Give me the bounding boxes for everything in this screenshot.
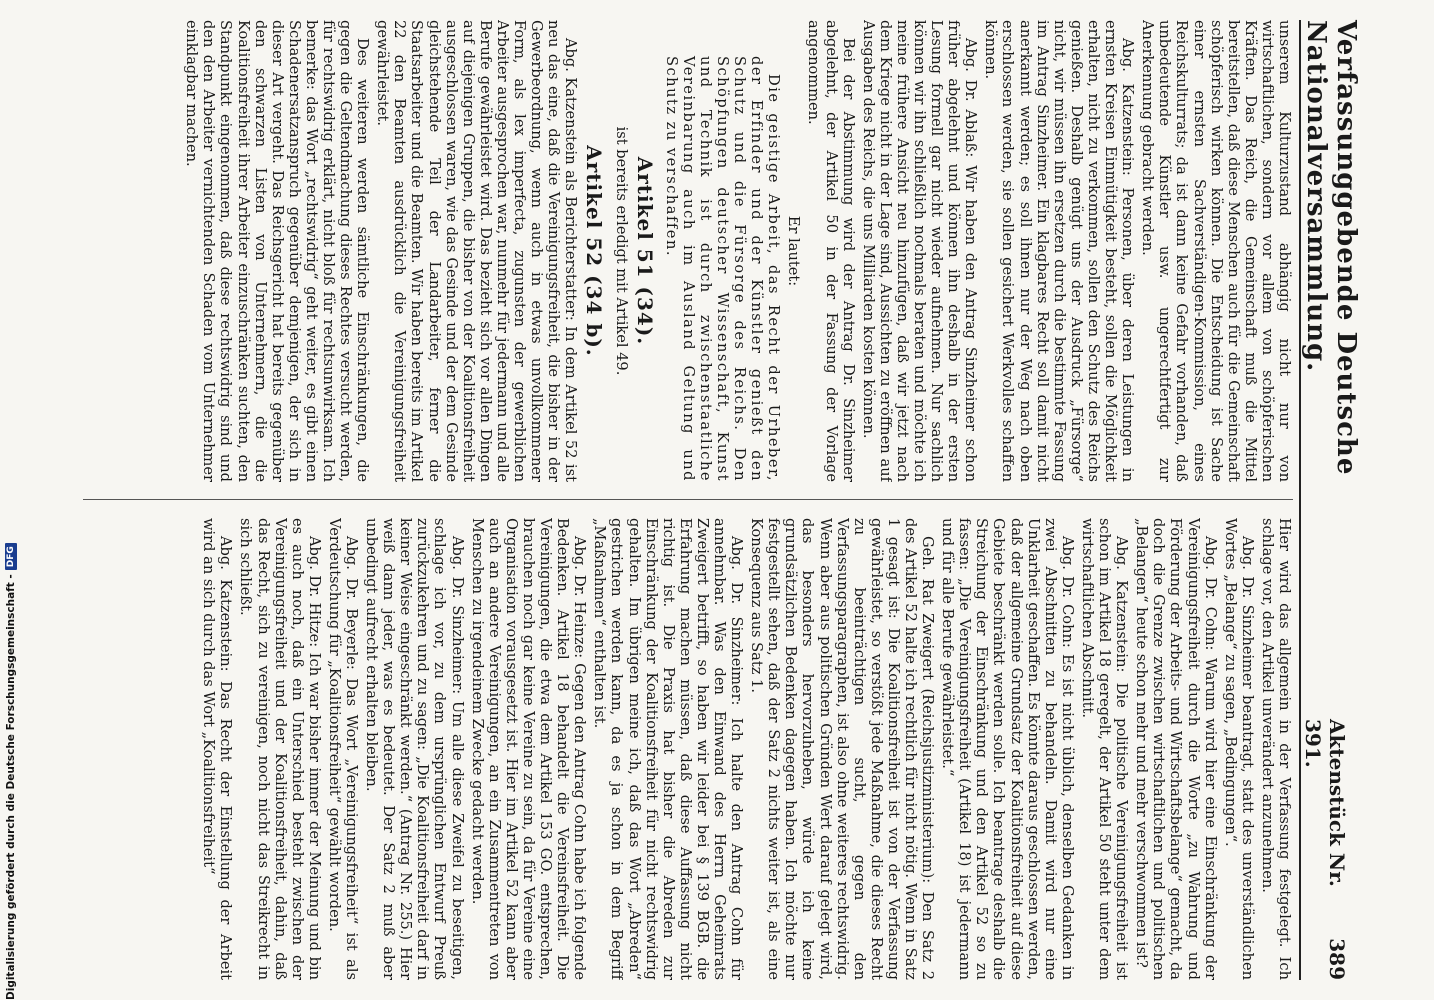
header-document-number: Aktenstück Nr. 391. bbox=[1301, 719, 1349, 887]
footer-text: Digitalisierung gefördert durch die Deutsche Forschungsgemeinschaft - bbox=[5, 574, 17, 1000]
digitization-footer bbox=[4, 0, 18, 1000]
page-header bbox=[1299, 20, 1361, 980]
paragraph: Hier wird das allgemein in der Verfassung festgelegt. Ich schlage vor, den Artikel unverändert anzunehmen. bbox=[1258, 518, 1293, 980]
article-quote: Die geistige Arbeit, das Recht der Urheber, der Erfinder und der Künstler genießt den Schutz und die Fürsorge des Reichs. Den Schöpfungen deutscher Wissenschaft, Kunst und Technik ist durch zwischenstaatliche Vereinbarung auch im Ausland Geltung und Schutz zu verschaffen. bbox=[662, 56, 783, 482]
paragraph: Er lautet: bbox=[785, 215, 803, 287]
paragraph: Abg. Katzenstein: Das Recht der Einstellung der Arbeit wird an sich durch das Wort „Koalitionsfreiheit“ bbox=[200, 518, 235, 980]
paragraph: Abg. Katzenstein: Personen, über deren Leistungen in ernsten Kreisen Einmütigkeit besteht, sollen die Möglichkeit erhalten, nicht zu verkommen, sollen den Schutz des Reichs genießen. Deshalb genügt uns der Ausdruck „Fürsorge“ nicht, wir müssen ihn ersetzen durch die bestimmte Fassung im Antrag Sinzheimer. Ein klagbares Recht soll damit nicht anerkannt werden; es soll ihnen nur der Weg nach oben erschlossen werden, sie sollen gesichert Werkvolles schaffen können. bbox=[982, 20, 1137, 482]
text-columns bbox=[83, 20, 1293, 980]
paragraph: Abg. Dr. Cohn: Es ist nicht üblich, denselben Gedanken in zwei Abschnitten zu behandeln. Damit wird nur eine Unklarheit geschaffen. Es könnte daraus geschlossen werden, daß der allgemeine Grundsatz der Koalitionsfreiheit auf diese Gebiete beschränkt werden solle. Ich beantrage deshalb die Streichung der Einschränkung und den Artikel 52 so zu fassen: „Die Vereinigungsfreiheit (Artikel 18) ist jedermann und für alle Berufe gewährleistet.“ bbox=[939, 518, 1076, 980]
paragraph: Abg. Dr. Sinzheimer beantragt, statt des unverständlichen Wortes „Belange“ zu sagen, „Bedingungen“. bbox=[1221, 518, 1256, 980]
paragraph: Geh. Rat Zweigert (Reichsjustizministerium): Den Satz 2 des Artikel 52 halte ich rechtlich für nicht nötig. Wenn in Satz 1 gesagt ist: Die Koalitionsfreiheit ist von der Verfassung gewährleistet, so verstößt jede Maßnahme, die dieses Recht zu beeinträchtigen sucht, gegen den Verfassungsparagraphen, ist also ohne weiteres rechtswidrig. Wenn aber aus politischen Gründen Wert darauf gelegt wird, das besonders hervorzuheben, würde ich keine grundsätzlichen Bedenken dagegen haben. Ich möchte nur festgestellt sehen, daß der Satz 2 nichts weiter ist, als eine Konsequenz aus Satz 1. bbox=[748, 518, 937, 980]
paragraph: Abg. Dr. Sinzheimer: Ich halte den Antrag Cohn für annehmbar. Was den Einwand des Herrn Geheimrats Zweigert betrifft, so haben wir leider bei § 139 BGB. die Erfahrung machen müssen, daß diese Auffassung nicht richtig ist. Die Praxis hat bisher die Abreden zur Einschränkung der Koalitionsfreiheit für nicht rechtswidrig gehalten. Im übrigen meine ich, daß das Wort „Abreden“ gestrichen werden kann, da es ja schon in dem Begriff „Maßnahmen“ enthalten ist. bbox=[591, 518, 746, 980]
article-52-heading: Artikel 52 (34 b). bbox=[582, 145, 607, 357]
right-column bbox=[83, 518, 1293, 980]
paragraph: Abg. Dr. Beyerle: Das Wort „Vereinigungsfreiheit“ ist als Verdeutschung für „Koalitionsfreiheit“ gewählt worden. bbox=[325, 518, 361, 980]
header-meta bbox=[1301, 719, 1349, 980]
paragraph: Abg. Katzenstein als Berichterstatter: In dem Artikel 52 ist neu das eine, daß die Vereinigungsfreiheit, die bisher in der Gewerbeordnung, wenn auch in etwas unvollkommener Form, als lex imperfecta, zugunsten der gewerblichen Arbeiter ausgesprochen war, nunmehr für jedermann und alle Berufe gewährleistet wird. Das bezieht sich vor allen Dingen auf diejenigen Gruppen, die bisher von der Koalitionsfreiheit ausgeschlossen waren, wie das Gesinde und der dem Gesinde gleichstehende Teil der Landarbeiter, ferner die Staatsarbeiter und die Beamten. Wir haben bereits im Artikel 22 den Beamten ausdrücklich die Vereinigungsfreiheit gewährleistet. bbox=[374, 20, 580, 482]
paragraph: unserem Kulturzustand abhängig nicht nur von wirtschaftlichen, sondern vor allem von schöpferischen Kräften. Das Reich, die Gemeinschaft muß die Mittel bereitstellen, daß diese Menschen auch für die Gemeinschaft schöpferisch wirken können. Die Entscheidung ist Sache einer ernsten Sachverständigen-Kommission, eines Reichskulturrats; da ist dann keine Gefahr vorhanden, daß unbedeutende Künstler usw. ungerechtfertigt zur Anerkennung gebracht werden. bbox=[1139, 20, 1293, 482]
paragraph: Bei der Abstimmung wird der Antrag Dr. Sinzheimer abgelehnt, der Artikel 50 in der Fassung der Vorlage angenommen. bbox=[805, 20, 857, 482]
paragraph: Abg. Dr. Heinze: Gegen den Antrag Cohn habe ich folgende Bedenken. Artikel 18 behandelt die Vereinsfreiheit. Die Vereinigungen, die etwa dem Artikel 153 GO. entsprechen, brauchen noch gar keine Vereine zu sein, da für Vereine eine Organisation vorausgesetzt ist. Hier im Artikel 52 kann aber auch an andere Vereinigungen, an ein Zusammentreten von Menschen zu irgendeinem Zwecke gedacht werden. bbox=[468, 518, 589, 980]
header-title: Verfassunggebende Deutsche Nationalversammlung. bbox=[1301, 20, 1361, 476]
page-number: 389 bbox=[1325, 938, 1349, 980]
column-divider bbox=[83, 499, 1293, 500]
dfg-logo: DFG bbox=[5, 543, 17, 570]
article-51-heading: Artikel 51 (34). bbox=[632, 156, 657, 346]
paragraph: Abg. Dr. Ablaß: Wir haben den Antrag Sinzheimer schon früher abgelehnt und können ihn deshalb in der ersten Lesung formell gar nicht wieder aufnehmen. Nur sachlich können wir ihn schließlich nochmals beraten und möchte ich meine frühere Ansicht neu hinzufügen, daß wir jetzt nach dem Kriege nicht in der Lage sind, Aussichten zu eröffnen auf Ausgaben des Reichs, die uns Milliarden kosten können. bbox=[859, 20, 980, 482]
paragraph: Abg. Katzenstein: Die politische Vereinigungsfreiheit ist schon im Artikel 18 geregelt, der Artikel 50 steht unter dem wirtschaftlichen Abschnitt. bbox=[1078, 518, 1131, 980]
left-column bbox=[83, 20, 1293, 482]
paragraph: Abg. Dr. Sinzheimer: Um alle diese Zweifel zu beseitigen, schlage ich vor, zu dem ursprünglichen Entwurf Preuß zurückzukehren und zu sagen: „Die Koalitionsfreiheit darf in keiner Weise eingeschränkt werden.“ (Antrag Nr. 255.) Hier weiß dann jeder, was es bedeutet. Der Satz 2 muß aber unbedingt aufrecht erhalten bleiben. bbox=[363, 518, 466, 980]
document-page bbox=[75, 20, 1361, 980]
article-51-text: ist bereits erledigt mit Artikel 49. bbox=[612, 126, 630, 376]
paragraph: Abg. Dr. Cohn: Warum wird hier eine Einschränkung der Vereinigungsfreiheit durch die Worte „zu Wahrung und Förderung der Arbeits- und Wirtschaftsbelange“ gemacht, da doch die Grenze zwischen wirtschaftlichen und politischen „Belangen“ heute schon mehr und mehr verschwommen ist? bbox=[1133, 518, 1219, 980]
paragraph: Des weiteren werden sämtliche Einschränkungen, die gegen die Geltendmachung dieses Rechtes versucht werden, für rechtswidrig erklärt, nicht bloß für rechtsunwirksam. Ich bemerke: das Wort „rechtswidrig“ geht weiter, es gibt einen Schadenersatzanspruch gegenüber demjenigen, der sich in dieser Art vergeht. Das Reichsgericht hat bereits gegenüber den schwarzen Listen von Unternehmern, die die Koalitionsfreiheit ihrer Arbeiter einzuschränken suchten, den Standpunkt eingenommen, daß diese rechtswidrig sind und den den Arbeiter vernichtenden Schaden vom Unternehmer einklagbar machen. bbox=[183, 20, 372, 482]
paragraph: Abg. Dr. Hitze: Ich war bisher immer der Meinung und bin es auch noch, daß ein Unterschied besteht zwischen der Vereinigungsfreiheit und der Koalitionsfreiheit, dahin, daß das Recht, sich zu vereinigen, noch nicht das Streikrecht in sich schließt. bbox=[237, 518, 323, 980]
